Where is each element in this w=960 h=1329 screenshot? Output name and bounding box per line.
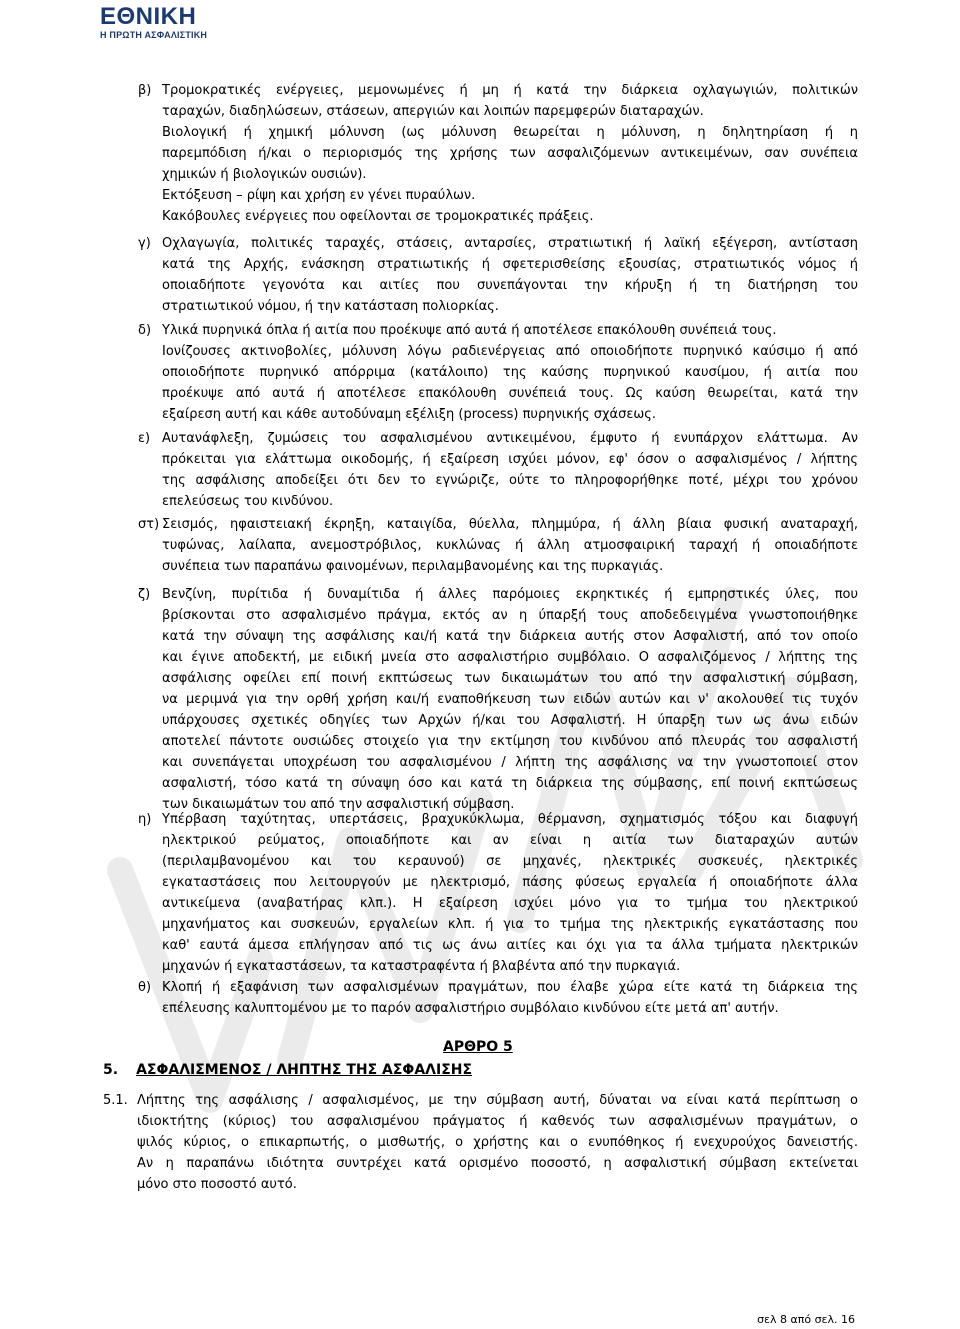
logo-main-text: ΕΘΝΙΚΗ xyxy=(100,3,197,30)
clause-line: ταραχών, διαδηλώσεων, στάσεων, απεργιών και λοιπών παρεμφερών διαταραχών. xyxy=(162,104,704,119)
clause-label: δ) xyxy=(138,323,152,338)
clause-label: γ) xyxy=(138,236,151,251)
company-logo xyxy=(100,4,207,40)
clause-line: Σεισμός, ηφαιστειακή έκρηξη, καταιγίδα, θύελλα, πλημμύρα, ή άλλη βίαια φυσική αναταραχή, xyxy=(162,517,858,532)
clause-line: Τρομοκρατικές ενέργειες, μεμονωμένες ή μη ή κατά την διάρκεια οχλαγωγιών, πολιτικών xyxy=(162,83,858,98)
clause-line: ηλεκτρικού ρεύματος, οποιαδήποτε και αν είναι η αιτία των διαταραχών αυτών xyxy=(162,833,858,848)
clause-gamma xyxy=(138,233,858,317)
subsection-line: ιδιοκτήτης (κύριος) του ασφαλισμένου πράγματος ή καθενός των ασφαλισμένων πραγμάτων, ο xyxy=(137,1114,858,1129)
clause-line: κατά της Αρχής, ενάσκηση στρατιωτικής ή σφετερισθείσης εξουσίας, στρατιωτικός νόμος ή xyxy=(162,257,858,272)
clause-line: τυφώνας, λαίλαπα, ανεμοστρόβιλος, κυκλώνας ή άλλη ατμοσφαιρική ταραχή ή οποιαδήποτε xyxy=(162,538,858,553)
clause-line: υπάρχουσες σχετικές οδηγίες των Αρχών ή/και του Ασφαλιστή. Η ύπαρξη των ως άνω ειδών xyxy=(162,713,858,728)
clause-line: παρεμπόδιση ή/και ο περιορισμός της χρήσης των ασφαλιζόμενων αντικειμένων, σαν συνέπεια xyxy=(162,146,858,161)
clause-label: η) xyxy=(138,812,152,827)
clause-line: εγκαταστάσεις που λειτουργούν με ηλεκτρισμό, πάσης φύσεως εργαλεία ή οποιαδήποτε άλλα xyxy=(162,875,858,890)
clause-line: Εκτόξευση – ρίψη και χρήση εν γένει πυραύλων. xyxy=(162,188,476,203)
clause-st xyxy=(138,514,858,577)
clause-line: αντικείμενα (αναβατήρας κλπ.). Η εξαίρεση ισχύει μόνο για το τμήμα του ηλεκτρικού xyxy=(162,896,858,911)
article-title: ΑΡΘΡΟ 5 xyxy=(443,1039,513,1055)
clause-line: να μεριμνά για την ορθή χρήση και/ή εναποθήκευση των ειδών αυτών και ν' ακολουθεί τις τυχόν xyxy=(162,692,858,707)
section-title: ΑΣΦΑΛΙΣΜΕΝΟΣ / ΛΗΠΤΗΣ ΤΗΣ ΑΣΦΑΛΙΣΗΣ xyxy=(136,1062,473,1078)
subsection-line: Λήπτης της ασφάλισης / ασφαλισμένος, με την σύμβαση αυτή, δύναται να είναι κατά περίπτωση ο xyxy=(137,1093,858,1108)
clause-line: επελεύσεως του κινδύνου. xyxy=(162,494,334,509)
clause-line: μηχανών ή εγκαταστάσεων, τα καταστραφέντα ή βλαβέντα από την πυρκαγιά. xyxy=(162,959,681,974)
clause-line: Βενζίνη, πυρίτιδα ή δυναμίτιδα ή άλλες παρόμοιες εκρηκτικές ή εμπρηστικές ύλες, που xyxy=(162,587,858,602)
section-number: 5. xyxy=(103,1062,119,1078)
clause-beta xyxy=(138,80,858,227)
clause-line: καθ' εαυτά άμεσα επλήγησαν από τις ως άνω αιτίες και όχι για τα άλλα τμήματα ηλεκτρικών xyxy=(162,938,858,953)
clause-line: οποιοδήποτε πυρηνικό απόρριμα (κατάλοιπο) της καύσης πυρηνικού καυσίμου, ή αιτία που xyxy=(162,365,858,380)
clause-line: Κακόβουλες ενέργειες που οφείλονται σε τρομοκρατικές πράξεις. xyxy=(162,209,594,224)
logo-sub-text: Η ΠΡΩΤΗ ΑΣΦΑΛΙΣΤΙΚΗ xyxy=(100,30,208,40)
clause-epsilon xyxy=(138,428,858,512)
clause-line: πρόκειται για ελάττωμα οικοδομής, ή εξαίρεση ισχύει μόνον, εφ' όσον ο ασφαλισμένος / λήπτης xyxy=(162,452,858,467)
clause-line: αποτελεί πάντοτε ουσιώδες στοιχείο για την εκτίμηση του κινδύνου από πλευράς του ασφαλιστή xyxy=(162,734,858,749)
clause-line: της ασφάλισης αποδείξει ότι δεν το εγνώριζε, ούτε το πληροφορήθηκε ποτέ, μέχρι του χρόνου xyxy=(162,473,858,488)
clause-line: ασφαλιστή, τόσο κατά τη σύναψη όσο και κατά τη διάρκεια της σύμβασης, επί ποινή εκπτώσεως xyxy=(162,776,858,791)
clause-zeta xyxy=(138,584,858,815)
clause-theta xyxy=(138,977,858,1019)
clause-line: (περιλαμβανομένου και του κεραυνού) σε μηχανές, ηλεκτρικές συσκευές, ηλεκτρικές xyxy=(162,854,858,869)
clause-line: μηχανήματος και συσκευών, εργαλείων κλπ. ή για το τμήμα της ηλεκτρικής εγκατάστασης που xyxy=(162,917,858,932)
clause-label: ε) xyxy=(138,431,151,446)
clause-eta xyxy=(138,809,858,977)
clause-line: και συνεπάγεται υποχρέωση του ασφαλισμένου / λήπτη της ασφάλισης να την γνωστοποιεί στον xyxy=(162,755,858,770)
subsection-number: 5.1. xyxy=(103,1093,128,1108)
subsection-line: μόνο στο ποσοστό αυτό. xyxy=(137,1177,297,1192)
clause-line: βρίσκονται στο ασφαλισμένο πράγμα, εκτός αν η ύπαρξή τους αποδεδειγμένα γνωστοποιήθηκε xyxy=(162,608,858,623)
subsection-line: Αν η παραπάνω ιδιότητα συντρέχει κατά ορισμένο ποσοστό, η ασφαλιστική σύμβαση εκτείνεται xyxy=(137,1156,858,1171)
clause-line: εξαίρεση αυτή και κάθε αυτοδύναμη εξέλιξη (process) πυρηνικής σχάσεως. xyxy=(162,407,656,422)
clause-line: Βιολογική ή χημική μόλυνση (ως μόλυνση θεωρείται η μόλυνση, η δηλητηρίαση ή η xyxy=(162,125,858,140)
subsection-5-1 xyxy=(103,1090,858,1195)
clause-line: Οχλαγωγία, πολιτικές ταραχές, στάσεις, ανταρσίες, στρατιωτική ή λαϊκή εξέγερση, αντίσταση xyxy=(162,236,858,251)
clause-line: στρατιωτικού νόμου, ή την κατάσταση πολιορκίας. xyxy=(162,299,499,314)
clause-line: οποιαδήποτε γεγονότα και αιτίες που συνεπάγονται την κήρυξη ή τη διατήρηση του xyxy=(162,278,858,293)
clause-label: β) xyxy=(138,83,152,98)
clause-label: θ) xyxy=(138,980,152,995)
clause-line: επέλευσης καλυπτομένου με το παρόν ασφαλιστήριο συμβόλαιο κινδύνου είτε μετά απ' αυτήν. xyxy=(162,1001,779,1016)
clause-label: ζ) xyxy=(138,587,151,602)
section-heading xyxy=(103,1060,472,1080)
clause-label: στ) xyxy=(138,517,160,532)
clause-line: Κλοπή ή εξαφάνιση των ασφαλισμένων πραγμάτων, που έλαβε χώρα είτε κατά τη διάρκεια της xyxy=(162,980,858,995)
subsection-line: ψιλός κύριος, ο επικαρπωτής, ο μισθωτής, ο χρήστης και ο ενυπόθηκος ή ενεχυρούχος δανειστής. xyxy=(137,1135,858,1150)
clause-line: κατά την σύναψη της ασφάλισης και/ή κατά την διάρκεια αυτής στον Ασφαλιστή, από τον οποίο xyxy=(162,629,858,644)
clause-line: των δικαιωμάτων του από την ασφαλιστική σύμβαση. xyxy=(162,797,515,812)
clause-line: Ιονίζουσες ακτινοβολίες, μόλυνση λόγω ραδιενέργειας από οποιοδήποτε πυρηνικό καύσιμο ή από xyxy=(162,344,858,359)
clause-line: Υλικά πυρηνικά όπλα ή αιτία που προέκυψε από αυτά ή αποτέλεσε επακόλουθη συνέπειά τους. xyxy=(162,323,777,338)
clause-line: ασφάλισης οφείλει επί ποινή εκπτώσεως των δικαιωμάτων του από την ασφαλιστική σύμβαση, xyxy=(162,671,858,686)
clause-line: Υπέρβαση ταχύτητας, υπερτάσεις, βραχυκύκλωμα, θέρμανση, σχηματισμός τόξου και διαφυγή xyxy=(162,812,858,827)
clause-delta xyxy=(138,320,858,425)
clause-line: χημικών ή βιολογικών ουσιών). xyxy=(162,167,367,182)
clause-line: προέκυψε από αυτά ή αποτέλεσε επακόλουθη συνέπειά τους. Ως καύση θεωρείται, κατά την xyxy=(162,386,858,401)
page-number: σελ 8 από σελ. 16 xyxy=(757,1313,855,1326)
clause-line: και έγινε αποδεκτή, με ειδική μνεία στο ασφαλιστήριο συμβόλαιο. Ο ασφαλιζόμενος / λήπτης της xyxy=(162,650,858,665)
clause-line: Αυτανάφλεξη, ζυμώσεις του ασφαλισμένου αντικειμένου, έμφυτο ή ενυπάρχον ελάττωμα. Αν xyxy=(162,431,858,446)
clause-line: συνέπεια των παραπάνω φαινομένων, περιλαμβανομένης και της πυρκαγιάς. xyxy=(162,559,664,574)
